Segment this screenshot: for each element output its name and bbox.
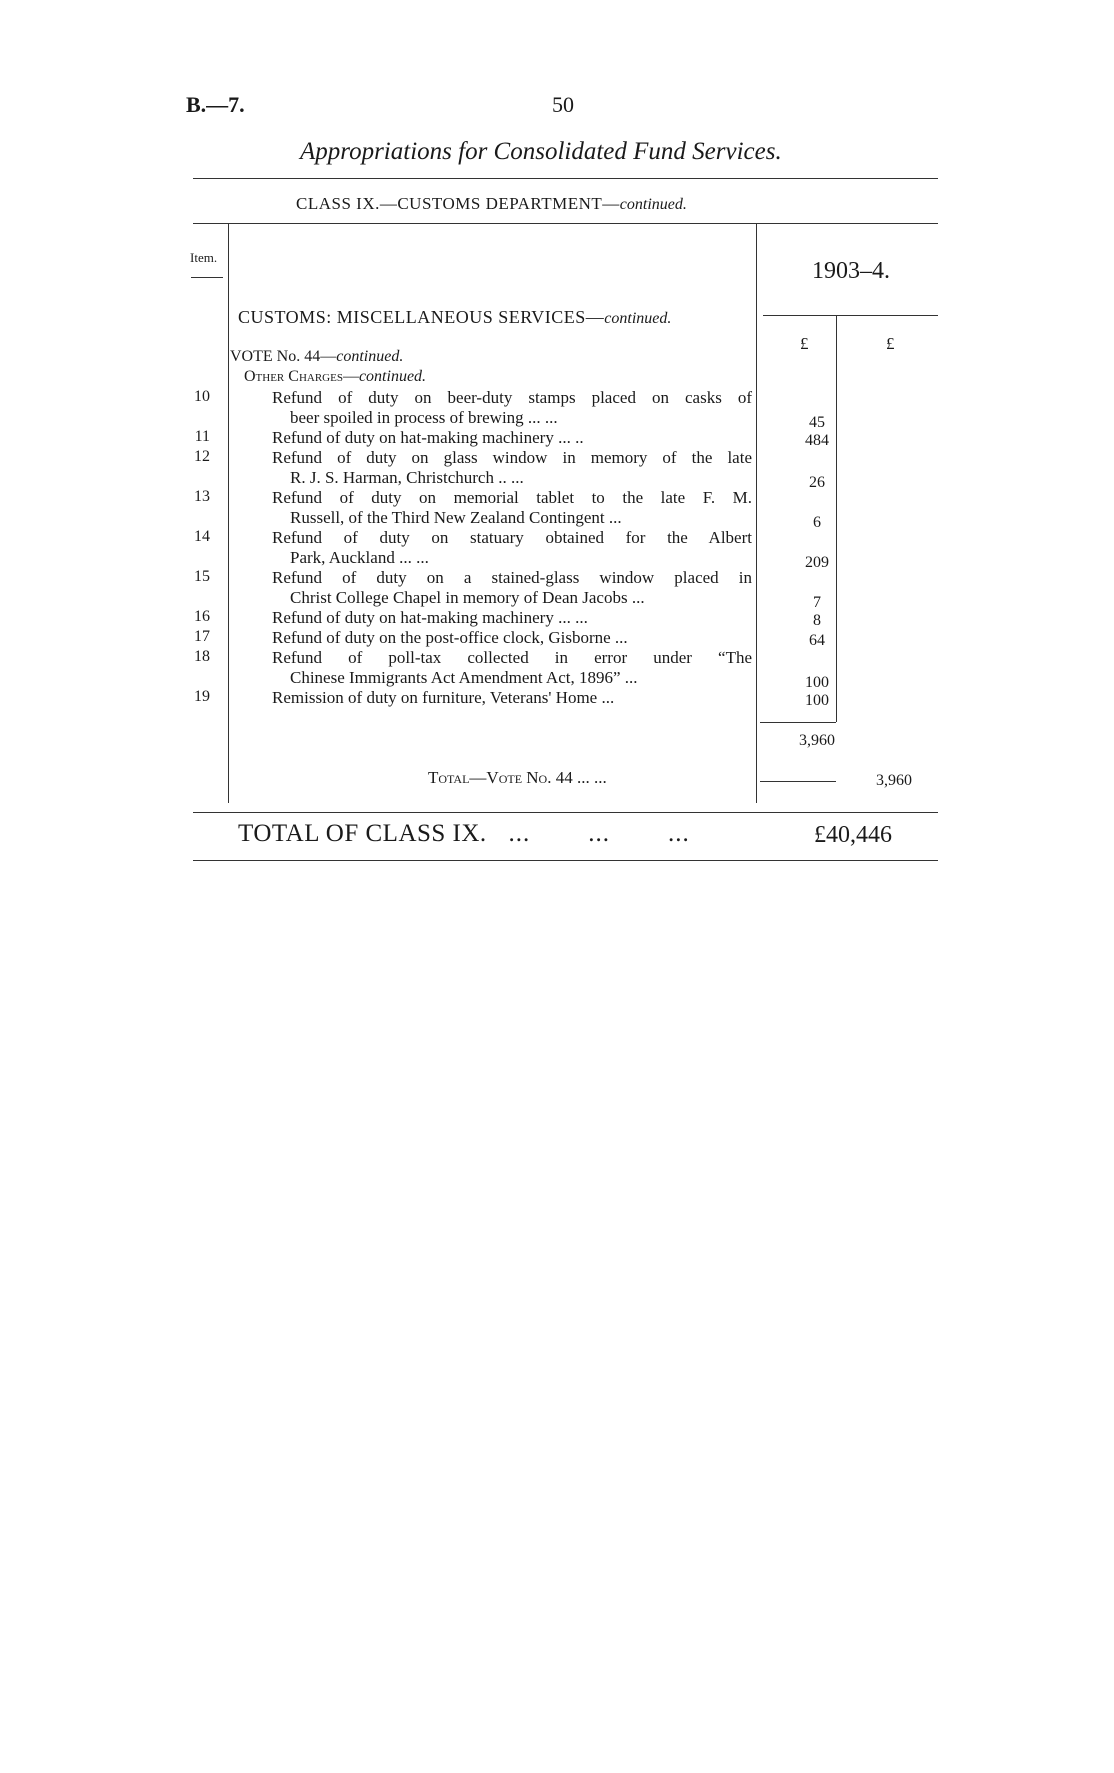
- item-description-line1: Refund of duty on beer-duty stamps placed on casks of: [272, 388, 752, 407]
- description-column-divider: [756, 223, 757, 803]
- item-column-divider: [228, 223, 229, 803]
- item-description-line1: Refund of duty on a stained-glass window placed in: [272, 568, 752, 587]
- item-description-line1: Remission of duty on furniture, Veterans' Home ...: [272, 688, 615, 707]
- item-description: [272, 608, 752, 628]
- service-heading: [238, 307, 671, 328]
- item-amount: 8: [813, 612, 821, 629]
- total-vote-label: Total—Vote No. 44 ... ...: [428, 768, 607, 787]
- vote-label: VOTE No. 44—: [230, 348, 337, 365]
- year-header-rule: [763, 315, 938, 316]
- vote-cont: continued.: [336, 348, 404, 365]
- item-description: [272, 568, 752, 608]
- item-description: [272, 628, 752, 648]
- item-description-line2: Russell, of the Third New Zealand Contingent ...: [290, 508, 622, 527]
- item-amount: 26: [809, 474, 825, 491]
- item-description-line1: Refund of duty on memorial tablet to the late F. M.: [272, 488, 752, 507]
- year-header: 1903–4.: [812, 258, 890, 284]
- item-amount: 100: [805, 692, 829, 709]
- item-description: [272, 388, 752, 428]
- item-amount: 64: [809, 632, 825, 649]
- item-description-line2: Christ College Chapel in memory of Dean Jacobs ...: [290, 588, 645, 607]
- subtotal-amount: 3,960: [799, 732, 835, 749]
- item-amount: 484: [805, 432, 829, 449]
- item-description: [272, 648, 752, 688]
- item-number: 14: [194, 528, 210, 545]
- vote-heading: [230, 348, 403, 366]
- class-total-rule: [193, 860, 938, 861]
- class-total-amount: £40,446: [814, 822, 892, 848]
- item-description-line2: Chinese Immigrants Act Amendment Act, 1896” ...: [290, 668, 638, 687]
- item-amount: 7: [813, 594, 821, 611]
- rule-under-title: [193, 178, 938, 179]
- currency-header-col1: £: [800, 334, 809, 353]
- charges-label: Other Charges—: [244, 368, 359, 385]
- item-description-line1: Refund of poll-tax collected in error under “The: [272, 648, 752, 667]
- item-amount: 6: [813, 514, 821, 531]
- item-number: 17: [194, 628, 210, 645]
- item-description: [272, 428, 752, 448]
- item-description: [272, 688, 752, 708]
- document-reference: B.—7.: [186, 92, 245, 117]
- table-bottom-rule: [193, 812, 938, 813]
- item-number: 10: [194, 388, 210, 405]
- class-total-label: [238, 820, 690, 848]
- item-amount: 100: [805, 674, 829, 691]
- item-description-line2: beer spoiled in process of brewing ... ...: [290, 408, 558, 427]
- class-heading: [296, 194, 687, 214]
- total-vote-amount: 3,960: [876, 772, 912, 789]
- item-number: 18: [194, 648, 210, 665]
- item-number: 19: [194, 688, 210, 705]
- class-heading-main: CLASS IX.—CUSTOMS DEPARTMENT—: [296, 194, 620, 213]
- item-description-line2: Park, Auckland ... ...: [290, 548, 429, 567]
- page-title: Appropriations for Consolidated Fund Services.: [300, 138, 782, 165]
- class-heading-cont: continued.: [619, 196, 687, 213]
- item-amount: 209: [805, 554, 829, 571]
- item-description-line2: R. J. S. Harman, Christchurch .. ...: [290, 468, 524, 487]
- item-description-line1: Refund of duty on the post-office clock, Gisborne ...: [272, 628, 628, 647]
- item-number: 16: [194, 608, 210, 625]
- item-number: 13: [194, 488, 210, 505]
- item-description-line1: Refund of duty on hat-making machinery ... ...: [272, 608, 588, 627]
- item-number: 15: [194, 568, 210, 585]
- item-number: 12: [194, 448, 210, 465]
- item-description-line1: Refund of duty on glass window in memory of the late: [272, 448, 752, 467]
- item-column-header: Item.: [190, 250, 218, 265]
- item-description: [272, 528, 752, 568]
- item-amount: 45: [809, 414, 825, 431]
- charges-heading: [244, 368, 426, 386]
- item-description: [272, 448, 752, 488]
- page-number: 50: [552, 92, 574, 117]
- item-header-underline: [191, 277, 223, 278]
- subtotal-rule: [760, 722, 836, 723]
- item-description-line1: Refund of duty on statuary obtained for the Albert: [272, 528, 752, 547]
- class-total-leader-dots: ... ... ...: [486, 820, 690, 847]
- total-vote-rule: [760, 781, 836, 782]
- item-number: 11: [194, 428, 210, 445]
- class-total-text: TOTAL OF CLASS IX.: [238, 820, 487, 847]
- currency-header-col2: £: [886, 334, 895, 353]
- charges-cont: continued.: [358, 368, 427, 385]
- item-description: [272, 488, 752, 528]
- service-heading-main: CUSTOMS: MISCELLANEOUS SERVICES—: [238, 307, 605, 327]
- item-description-line1: Refund of duty on hat-making machinery ... ..: [272, 428, 584, 447]
- table-top-rule: [193, 223, 938, 224]
- service-heading-cont: continued.: [604, 310, 672, 327]
